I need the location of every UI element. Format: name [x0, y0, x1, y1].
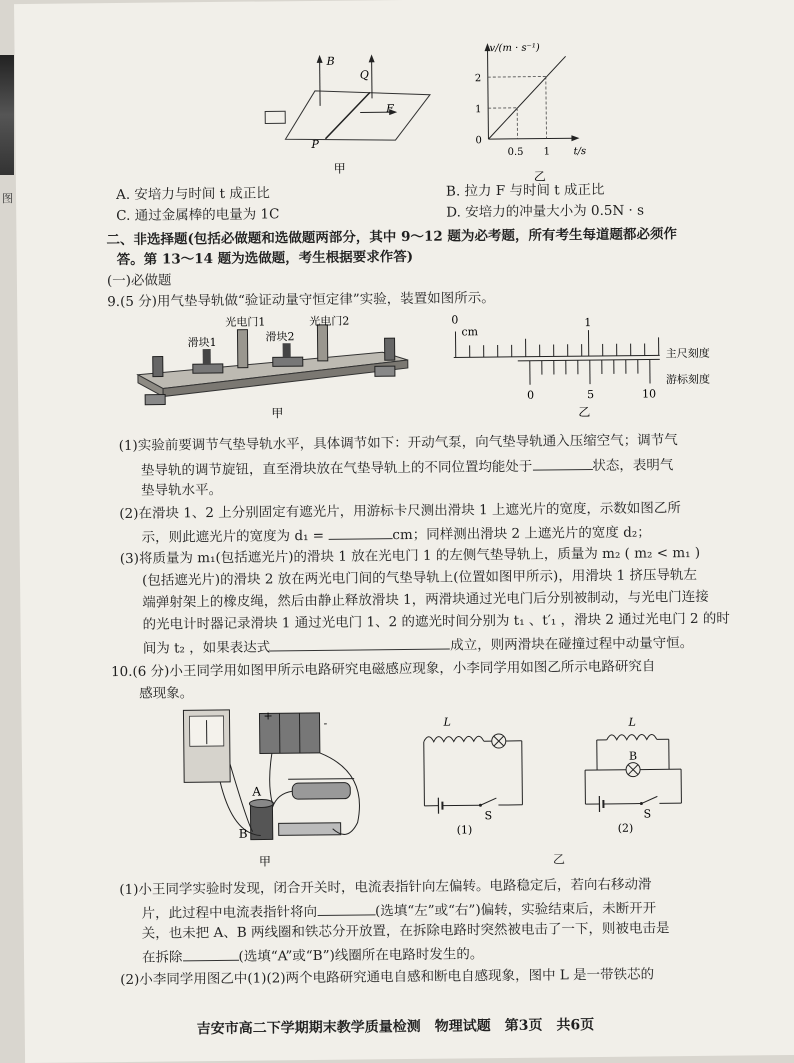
label-coil-b: B — [239, 827, 248, 841]
label-f: F — [385, 102, 394, 115]
switch-s1 — [480, 798, 496, 805]
q9-part3-text-cont: 成立，则两滑块在碰撞过程中动量守恒。 — [450, 635, 693, 654]
rheostat — [292, 783, 350, 800]
page-footer: 吉安市高二下学期期末教学质量检测 物理试题 第3页 共6页 — [197, 1014, 595, 1038]
dashed-guide-y2 — [488, 77, 546, 78]
q8-option-c[interactable]: C. 通过金属棒的电量为 1C — [116, 203, 279, 228]
battery-plus: + — [263, 709, 272, 722]
q9-part1-blank[interactable] — [532, 453, 592, 471]
label-cm: cm — [461, 325, 478, 338]
vernier-ticks — [530, 359, 650, 384]
q8-option-a[interactable]: A. 安培力与时间 t 成正比 — [116, 182, 270, 207]
q10-figure-yi-circuit-2 — [576, 707, 697, 838]
label-q: Q — [360, 68, 369, 81]
q9-stem: 9.(5 分)用气垫导轨做“验证动量守恒定律”实验，装置如图所示。 — [107, 287, 495, 314]
figure-label: 甲 — [271, 406, 283, 420]
q9-part3-line2: (包括遮光片)的滑块 2 放在两光电门间的气垫导轨上(位置如图甲所示)，用滑块 1 挤压导轨左 — [142, 564, 697, 593]
q9-figure-jia-air-track — [122, 314, 423, 427]
label-main-scale: 主尺刻度 — [666, 346, 710, 360]
switch-s2 — [641, 796, 657, 803]
circuit-number-2: (2) — [618, 822, 634, 835]
vernier-label-5: 5 — [587, 388, 594, 401]
q9-part3-line1: (3)将质量为 m₁(包括遮光片)的滑块 1 放在光电门 1 的左侧气垫导轨上，质量为 m₂ ( m₂ < m₁ ) — [120, 542, 700, 571]
figure-label: 乙 — [534, 170, 546, 184]
inductor-coil-2 — [607, 734, 657, 740]
right-stop — [385, 338, 395, 360]
support-right — [375, 366, 395, 376]
section2-sub-required: (一)必做题 — [107, 269, 172, 293]
section2-heading: 二、非选择题(包括必做题和选做题两部分，其中 9～12 题为必考题，所有考生每道题都必须作 — [106, 223, 677, 252]
label-b: B — [326, 55, 335, 68]
q9-part3-blank[interactable] — [270, 633, 450, 652]
q10-stem-line1: 10.(6 分)小王同学用如图甲所示电路研究电磁感应现象，小李同学用如图乙所示电路研究自 — [111, 655, 656, 684]
main-scale-baseline — [454, 355, 660, 357]
gate2-post — [317, 325, 327, 361]
x-tick-05: 0.5 — [508, 147, 524, 158]
vernier-label-10: 10 — [642, 387, 656, 400]
vernier-label-0: 0 — [527, 389, 534, 402]
q9-part1-line1: (1)实验前要调节气垫导轨水平，具体调节如下：开动气泵，向气垫导轨通入压缩空气；调节气 — [119, 429, 678, 458]
y-axis-label: v/(m · s⁻¹) — [489, 43, 539, 55]
q10-part1-text: 片，此过程中电流表指针将向 — [141, 904, 317, 922]
q9-part1-text: 垫导轨的调节旋钮，直至滑块放在气垫导轨上的不同位置均能处于 — [141, 459, 533, 479]
q9-part2-blank[interactable] — [328, 522, 392, 540]
dashed-guide-x1 — [546, 77, 547, 139]
q10-stem-line2: 感现象。 — [139, 682, 193, 706]
slider1-body — [193, 364, 223, 373]
q8-option-d[interactable]: D. 安培力的冲量大小为 0.5N · s — [446, 199, 644, 224]
q10-part1-blank-direction[interactable] — [317, 898, 375, 916]
circuit-number-1: (1) — [457, 823, 473, 836]
label-slider2: 滑块2 — [265, 329, 294, 343]
label-zero-top: 0 — [451, 313, 458, 326]
q9-part2-text: 示，则此遮光片的宽度为 d₁ = — [142, 528, 325, 546]
q9-figure-yi-vernier — [447, 307, 738, 425]
q9-part3-line4: 的光电计时器记录滑块 1 通过光电门 1、2 的遮光时间分别为 t₁ 、t′₁ ，滑块 2 通过光电门 2 的时 — [142, 608, 730, 637]
q10-part1-line1: (1)小王同学实验时发现，闭合开关时，电流表指针向左偏转。电路稳定后，若向右移动滑 — [119, 873, 651, 902]
x-tick-1: 1 — [544, 146, 550, 157]
edge-mark: 图 — [2, 190, 13, 206]
slider2-body — [273, 357, 303, 366]
y-tick-1: 1 — [475, 104, 481, 115]
switch-base — [279, 823, 341, 836]
edge-photo-fragment — [0, 55, 14, 175]
label-vernier-scale: 游标刻度 — [666, 372, 710, 386]
exam-page — [14, 0, 794, 1063]
main-scale-ticks — [455, 329, 658, 357]
q9-part3-line3: 端弹射架上的橡皮绳，然后由静止释放滑块 1，两滑块通过光电门后分别被制动，与光电门连接 — [142, 586, 709, 615]
gate1-post — [237, 330, 247, 368]
label-p: P — [310, 138, 319, 151]
q10-figure-jia-apparatus — [171, 702, 383, 874]
x-axis-label: t/s — [574, 146, 587, 157]
q10-part1-text-2-cont: (选填“A”或“B”)线圈所在电路时发生的。 — [238, 946, 483, 965]
label-one: 1 — [584, 316, 591, 329]
q8-option-b[interactable]: B. 拉力 F 与时间 t 成正比 — [446, 179, 605, 204]
q10-figure-yi-circuit-1 — [411, 709, 532, 840]
q9-part1-text-cont: 状态，表明气 — [592, 457, 673, 474]
label-gate2: 光电门2 — [309, 314, 349, 328]
label-gate1: 光电门1 — [225, 314, 265, 328]
q9-part2-text-cont: cm；同样测出滑块 2 上遮光片的宽度 d₂； — [392, 524, 651, 543]
vernier-baseline — [518, 359, 660, 360]
v-t-line — [488, 56, 567, 139]
q8-figure-yi-vt-graph — [462, 38, 594, 189]
q10-figure-yi-label: 乙 — [553, 850, 565, 867]
slider2-flag — [283, 343, 291, 357]
label-l1: L — [442, 716, 450, 729]
figure-label: 乙 — [578, 405, 590, 419]
q9-part3-text: 间为 t₂ ，如果表达式 — [143, 639, 271, 656]
q10-part1-line3: 关，也未把 A、B 两线圈和铁芯分开放置，在拆除电路时突然被电击了一下，则被电击是 — [142, 917, 670, 946]
battery-minus: - — [324, 717, 328, 730]
q8-figure-jia — [244, 40, 445, 182]
y-axis — [487, 47, 488, 139]
q10-part2-line1: (2)小李同学用图乙中(1)(2)两个电路研究通电自感和断电自感现象，图中 L 是一带铁芯的 — [120, 963, 654, 992]
x-axis — [488, 138, 575, 139]
q10-part1-text-2: 在拆除 — [142, 949, 183, 965]
left-launcher — [153, 357, 163, 377]
label-b-lamp: B — [629, 750, 637, 763]
figure-label: 甲 — [259, 854, 271, 868]
label-s2: S — [643, 807, 651, 820]
figure-label: 甲 — [334, 162, 346, 176]
label-s1: S — [484, 809, 492, 822]
q10-part1-blank-coil[interactable] — [182, 944, 238, 962]
slider1-flag — [203, 349, 211, 364]
label-l2: L — [628, 716, 636, 729]
origin-label: 0 — [475, 135, 481, 146]
q9-part1-line3: 垫导轨水平。 — [141, 479, 222, 503]
resistor — [265, 111, 285, 123]
q10-part1-text-cont: (选填“左”或“右”)偏转，实验结束后，未断开开 — [375, 900, 656, 919]
rail-plane — [285, 90, 431, 142]
section2-heading-cont: 答。第 13～14 题为选做题，考生根据要求作答) — [117, 246, 414, 272]
label-slider1: 滑块1 — [187, 335, 216, 349]
inductor-coil-1 — [424, 736, 484, 742]
support-left — [145, 395, 165, 405]
y-tick-2: 2 — [475, 73, 481, 84]
metal-rod — [325, 92, 370, 138]
q9-part2-line1: (2)在滑块 1、2 上分别固定有遮光片，用游标卡尺测出滑块 1 上遮光片的宽度，示数如图乙所 — [119, 497, 681, 526]
label-coil-a: A — [251, 785, 261, 799]
